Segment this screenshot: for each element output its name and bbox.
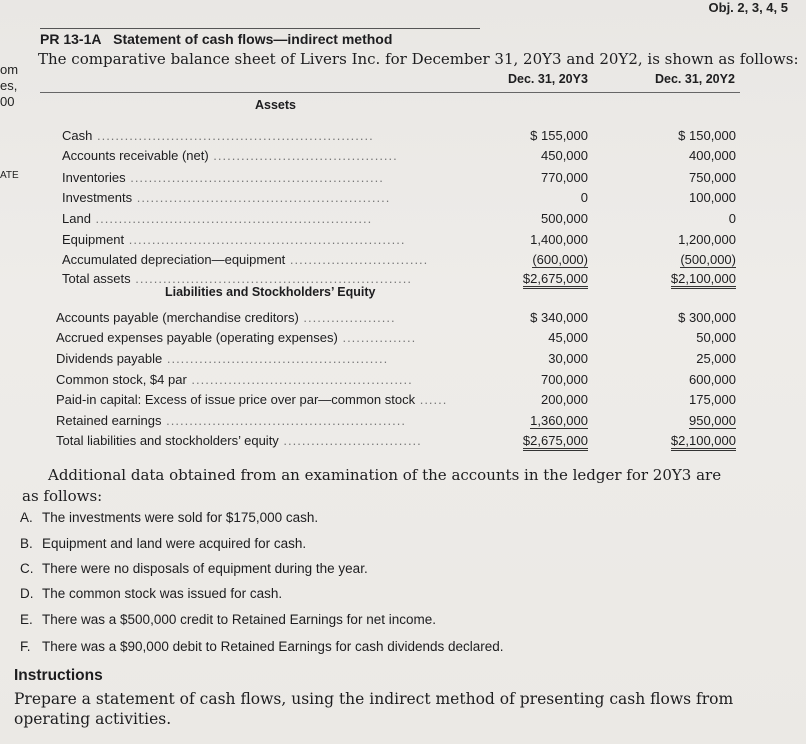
column-header-20y3: Dec. 31, 20Y3 [508, 72, 588, 86]
amount-v2: $2,100,000 [671, 433, 736, 451]
leader-dots: ........................................ [208, 148, 398, 163]
item-text: There was a $500,000 credit to Retained Earnings for net income. [42, 612, 436, 627]
leader-dots: ....................................................... [132, 190, 391, 205]
margin-fragment: ATE [0, 170, 19, 181]
problem-id: PR 13-1A [40, 31, 102, 47]
row-label-text: Accounts receivable (net) [62, 148, 209, 163]
amount-v2: 600,000 [689, 372, 736, 387]
amount-v1: 0 [580, 190, 588, 205]
header-rule [40, 92, 740, 93]
leader-dots: ................................................ [186, 372, 413, 387]
row-label [62, 190, 390, 205]
instructions-heading: Instructions [14, 667, 103, 684]
additional-item [20, 586, 282, 601]
amount-v1: $ 340,000 [530, 310, 588, 325]
amount-v2: 175,000 [689, 392, 736, 407]
leader-dots: .................................................... [161, 413, 406, 428]
amount-v2: 25,000 [696, 351, 736, 366]
leader-dots: .................... [298, 310, 396, 325]
amount-v2: 50,000 [696, 330, 736, 345]
amount-v1: $2,675,000 [523, 271, 588, 289]
item-text: The investments were sold for $175,000 cash. [42, 510, 319, 525]
amount-v2: 750,000 [689, 170, 736, 185]
row-label-text: Accounts payable (merchandise creditors) [56, 310, 299, 325]
leader-dots: ....................................................... [125, 170, 384, 185]
item-text: There was a $90,000 debit to Retained Earnings for cash dividends declared. [42, 639, 504, 654]
leader-dots: ............................................................ [130, 271, 412, 286]
additional-item [20, 612, 436, 627]
item-key: B. [20, 536, 33, 551]
leader-dots: ............................................................ [124, 232, 406, 247]
row-label-text: Cash [62, 128, 93, 143]
row-label [62, 232, 405, 247]
row-label [62, 170, 384, 185]
leader-dots: ...... [415, 392, 448, 407]
amount-v1: 500,000 [541, 211, 588, 226]
amount-v2: 400,000 [689, 148, 736, 163]
leader-dots: ............................................................ [92, 128, 374, 143]
leader-dots: ................................................ [162, 351, 389, 366]
amount-v2: $ 300,000 [678, 310, 736, 325]
row-label [56, 310, 396, 325]
additional-item [20, 639, 504, 654]
row-label [56, 351, 388, 366]
row-label [56, 433, 422, 448]
amount-v2: $ 150,000 [678, 128, 736, 143]
additional-data-line2: as follows: [22, 487, 103, 505]
margin-fragment: es, [0, 78, 18, 93]
item-key: A. [20, 510, 33, 525]
amount-v1: 770,000 [541, 170, 588, 185]
row-label [56, 372, 413, 387]
row-label-text: Total liabilities and stockholders’ equity [56, 433, 279, 448]
additional-item [20, 510, 318, 525]
row-label-text: Common stock, $4 par [56, 372, 187, 387]
row-label-text: Land [62, 211, 91, 226]
problem-heading [40, 31, 392, 47]
additional-item [20, 536, 306, 551]
instructions-line1: Prepare a statement of cash flows, using the indirect method of presenting cash flows from [14, 690, 734, 708]
amount-v2: 1,200,000 [678, 232, 736, 247]
item-key: E. [20, 612, 33, 627]
leader-dots: ................ [337, 330, 417, 345]
row-label [56, 392, 447, 407]
divider [40, 28, 480, 29]
leader-dots: .............................. [285, 252, 429, 267]
amount-v1: $2,675,000 [523, 433, 588, 451]
row-label-text: Total assets [62, 271, 131, 286]
row-label-text: Accumulated depreciation—equipment [62, 252, 286, 267]
leader-dots: .............................. [278, 433, 422, 448]
amount-v1: 30,000 [548, 351, 588, 366]
row-label [62, 271, 412, 286]
amount-v1: 45,000 [548, 330, 588, 345]
objective-label: Obj. 2, 3, 4, 5 [708, 0, 788, 15]
column-header-20y2: Dec. 31, 20Y2 [655, 72, 735, 86]
amount-v2: 950,000 [689, 413, 736, 428]
item-key: D. [20, 586, 34, 601]
amount-v1: (600,000) [532, 252, 588, 267]
item-text: Equipment and land were acquired for cash. [42, 536, 307, 551]
amount-v2: (500,000) [680, 252, 736, 267]
instructions-line2: operating activities. [14, 710, 172, 728]
item-key: F. [20, 639, 31, 654]
amount-v1: $ 155,000 [530, 128, 588, 143]
row-label-text: Inventories [62, 170, 126, 185]
amount-v2: 0 [728, 211, 736, 226]
row-label [56, 413, 406, 428]
additional-item [20, 561, 368, 576]
margin-fragment: om [0, 62, 19, 77]
row-label-text: Retained earnings [56, 413, 162, 428]
row-label-text: Equipment [62, 232, 125, 247]
problem-title: Statement of cash flows—indirect method [113, 31, 393, 47]
row-label [56, 330, 416, 345]
row-label-text: Investments [62, 190, 133, 205]
amount-v2: $2,100,000 [671, 271, 736, 289]
row-label-text: Paid-in capital: Excess of issue price over par—common stock [56, 392, 416, 407]
amount-v1: 1,400,000 [530, 232, 588, 247]
row-label [62, 252, 428, 267]
row-label [62, 148, 398, 163]
margin-fragment: 00 [0, 94, 15, 109]
item-key: C. [20, 561, 34, 576]
amount-v1: 700,000 [541, 372, 588, 387]
amount-v1: 200,000 [541, 392, 588, 407]
leader-dots: ............................................................ [90, 211, 373, 226]
amount-v2: 100,000 [689, 190, 736, 205]
amount-v1: 450,000 [541, 148, 588, 163]
liabilities-heading: Liabilities and Stockholders’ Equity [165, 285, 376, 299]
item-text: The common stock was issued for cash. [42, 586, 283, 601]
item-text: There were no disposals of equipment during the year. [42, 561, 368, 576]
amount-v1: 1,360,000 [530, 413, 588, 428]
row-label [62, 128, 374, 143]
assets-heading: Assets [255, 98, 296, 112]
problem-subtitle: The comparative balance sheet of Livers Inc. for December 31, 20Y3 and 20Y2, is shown as follows: [38, 50, 799, 68]
row-label [62, 211, 372, 226]
row-label-text: Dividends payable [56, 351, 163, 366]
row-label-text: Accrued expenses payable (operating expenses) [56, 330, 338, 345]
additional-data-line1: Additional data obtained from an examination of the accounts in the ledger for 20Y3 are [48, 466, 722, 484]
